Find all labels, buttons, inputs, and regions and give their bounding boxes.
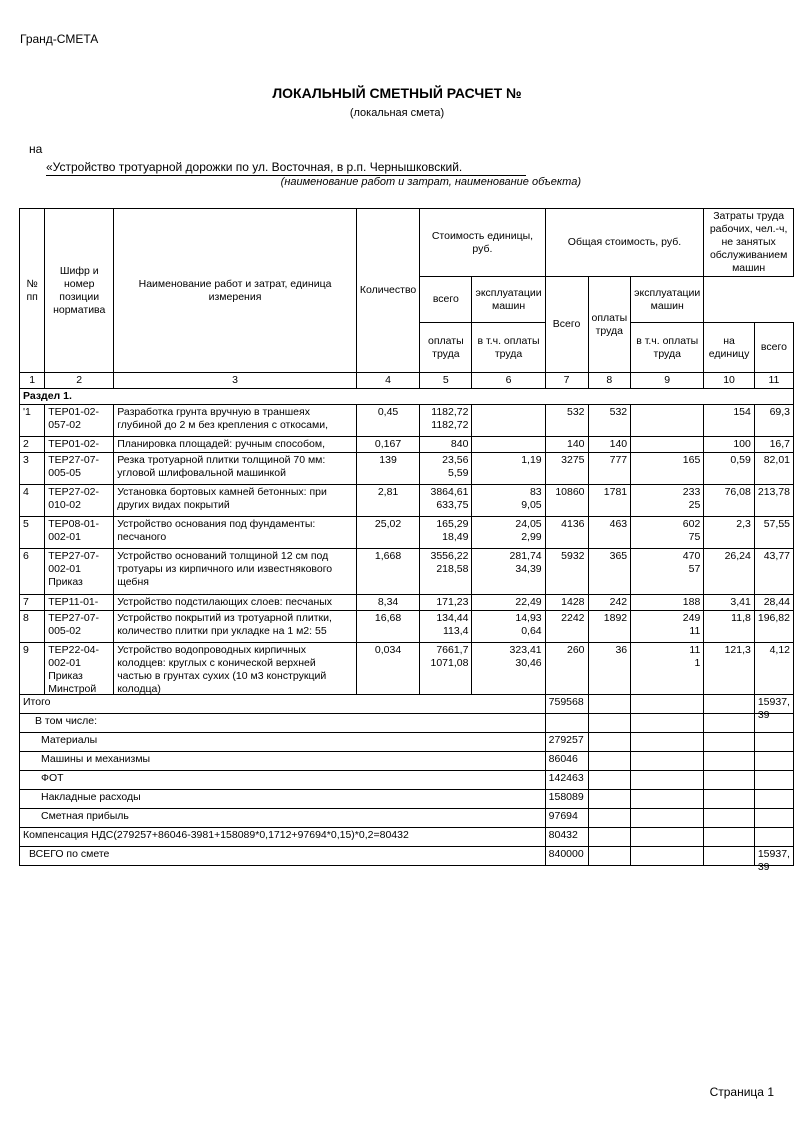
column-number: 4 bbox=[356, 373, 419, 389]
cell-name: Резка тротуарной плитки толщиной 70 мм: угловой шлифовальной машинкой bbox=[117, 454, 326, 479]
header-expl-2: эксплуатации машин bbox=[631, 277, 704, 323]
totals-label: Итого bbox=[20, 695, 546, 714]
cell-name: Устройство подстилающих слоев: песчаных bbox=[117, 596, 333, 608]
totals-label: В том числе: bbox=[20, 714, 546, 733]
cell-code: ТЕР27-02-010-02 bbox=[48, 486, 100, 511]
empty-cell bbox=[588, 809, 631, 828]
empty-cell bbox=[631, 695, 704, 714]
cell-c11: 43,77 bbox=[763, 550, 790, 562]
table-row bbox=[20, 595, 794, 611]
cell-no: 6 bbox=[23, 550, 29, 562]
totals-row bbox=[20, 790, 794, 809]
na-label: на bbox=[29, 142, 43, 156]
totals-value: 279257 bbox=[545, 733, 588, 752]
cell-name: Устройство водопроводных кирпичных колодцев: круглых с конической верхней частью в грунтах сухих (10 м3 конструкций колодца) bbox=[117, 644, 327, 695]
empty-cell bbox=[704, 828, 755, 847]
empty-cell bbox=[588, 714, 631, 733]
empty-cell bbox=[631, 714, 704, 733]
table-row bbox=[20, 405, 794, 437]
header-vsego-2: всего bbox=[754, 323, 793, 373]
totals-value: 97694 bbox=[545, 809, 588, 828]
cell-name: Устройство основания под фундаменты: песчаного bbox=[117, 518, 316, 543]
cell-c10: 26,24 bbox=[724, 550, 751, 562]
cell-c5: 3556,22 218,58 bbox=[430, 550, 469, 575]
header-expl: эксплуатации машин bbox=[472, 277, 545, 323]
column-number: 8 bbox=[588, 373, 631, 389]
empty-cell bbox=[631, 828, 704, 847]
cell-c10: 11,8 bbox=[731, 612, 751, 624]
empty-cell bbox=[631, 733, 704, 752]
table-row bbox=[20, 549, 794, 595]
empty-cell bbox=[704, 752, 755, 771]
cell-c10: 0,59 bbox=[730, 454, 751, 466]
page-number: Страница 1 bbox=[709, 1085, 774, 1099]
table-row bbox=[20, 611, 794, 643]
cell-c11: 16,7 bbox=[769, 438, 790, 450]
header-name: Наименование работ и затрат, единица измерения bbox=[114, 209, 357, 373]
cell-c9: 11 1 bbox=[689, 644, 701, 669]
cell-c8: 36 bbox=[615, 644, 628, 656]
cell-c10: 100 bbox=[733, 438, 751, 450]
cell-c8: 463 bbox=[609, 518, 628, 530]
cell-c11: 28,44 bbox=[763, 596, 790, 608]
empty-cell bbox=[704, 695, 755, 714]
table-row bbox=[20, 485, 794, 517]
totals-labor-value bbox=[758, 734, 790, 750]
cell-c9: 249 11 bbox=[682, 612, 701, 637]
cell-qty: 16,68 bbox=[374, 612, 402, 624]
totals-label: Компенсация НДС(279257+86046-3981+158089*0,1712+97694*0,15)*0,2=80432 bbox=[20, 828, 546, 847]
cell-no: 8 bbox=[23, 612, 29, 624]
cell-c5: 23,56 5,59 bbox=[442, 454, 469, 479]
cell-c7: 4136 bbox=[561, 518, 585, 530]
column-number: 3 bbox=[114, 373, 357, 389]
totals-row bbox=[20, 809, 794, 828]
totals-row bbox=[20, 771, 794, 790]
app-name: Гранд-СМЕТА bbox=[20, 32, 99, 46]
header-oplaty: оплаты труда bbox=[420, 323, 472, 373]
totals-label: Накладные расходы bbox=[20, 790, 546, 809]
empty-cell bbox=[631, 790, 704, 809]
totals-row bbox=[20, 752, 794, 771]
cell-code: ТЕР27-07-005-05 bbox=[48, 454, 100, 479]
empty-cell bbox=[631, 847, 704, 866]
cell-qty: 1,668 bbox=[374, 550, 402, 562]
cell-c7: 3275 bbox=[561, 454, 585, 466]
cell-no: 3 bbox=[23, 454, 29, 466]
cell-c11: 69,3 bbox=[769, 406, 790, 418]
column-number: 2 bbox=[45, 373, 114, 389]
cell-name: Устройство покрытий из тротуарной плитки, количество плитки при укладке на 1 м2: 55 bbox=[117, 612, 332, 637]
cell-qty: 2,81 bbox=[377, 486, 399, 498]
totals-label: Сметная прибыль bbox=[20, 809, 546, 828]
header-total-cost: Общая стоимость, руб. bbox=[545, 209, 704, 277]
cell-c5: 1182,72 1182,72 bbox=[431, 406, 469, 431]
cell-code: ТЕР11-01- bbox=[48, 596, 99, 608]
header-unit-cost: Стоимость единицы, руб. bbox=[420, 209, 545, 277]
cell-c6: 24,05 2,99 bbox=[515, 518, 542, 543]
cell-c7: 532 bbox=[566, 406, 585, 418]
totals-value: 142463 bbox=[545, 771, 588, 790]
totals-label: ВСЕГО по смете bbox=[20, 847, 546, 866]
column-number: 7 bbox=[545, 373, 588, 389]
empty-cell bbox=[588, 733, 631, 752]
cell-code: ТЕР01-02- bbox=[48, 438, 100, 450]
totals-row bbox=[20, 828, 794, 847]
cell-c11: 4,12 bbox=[769, 644, 790, 656]
cell-no: '1 bbox=[23, 406, 31, 418]
header-vtch: в т.ч. оплаты труда bbox=[472, 323, 545, 373]
totals-labor-value bbox=[758, 810, 790, 826]
totals-value: 759568 bbox=[545, 695, 588, 714]
cell-c5: 165,29 18,49 bbox=[436, 518, 469, 543]
cell-c6 bbox=[475, 406, 541, 435]
cell-c6: 22,49 bbox=[515, 596, 542, 608]
empty-cell bbox=[704, 847, 755, 866]
totals-label: Машины и механизмы bbox=[20, 752, 546, 771]
header-na-edinicu: на единицу bbox=[704, 323, 755, 373]
cell-c5: 7661,7 1071,08 bbox=[430, 644, 469, 669]
cell-qty: 8,34 bbox=[377, 596, 399, 608]
empty-cell bbox=[588, 771, 631, 790]
totals-value: 840000 bbox=[545, 847, 588, 866]
empty-cell bbox=[631, 752, 704, 771]
empty-cell bbox=[704, 809, 755, 828]
cell-c10: 154 bbox=[733, 406, 751, 418]
column-number: 5 bbox=[420, 373, 472, 389]
table-row bbox=[20, 453, 794, 485]
column-number: 10 bbox=[704, 373, 755, 389]
empty-cell bbox=[704, 771, 755, 790]
empty-cell bbox=[631, 771, 704, 790]
cell-c8: 1892 bbox=[603, 612, 628, 624]
table-row bbox=[20, 517, 794, 549]
cell-c8: 140 bbox=[609, 438, 628, 450]
cell-no: 4 bbox=[23, 486, 29, 498]
cell-c9 bbox=[634, 406, 700, 435]
cell-c6: 14,93 0,64 bbox=[515, 612, 542, 637]
cell-c6: 1,19 bbox=[521, 454, 542, 466]
header-code: Шифр и номер позиции норматива bbox=[45, 209, 114, 373]
totals-value: 80432 bbox=[545, 828, 588, 847]
document-subtitle: (локальная смета) bbox=[349, 107, 445, 119]
column-number: 11 bbox=[754, 373, 793, 389]
cell-code: ТЕР08-01-002-01 bbox=[48, 518, 100, 543]
table-row bbox=[20, 643, 794, 695]
cell-c8: 1781 bbox=[603, 486, 628, 498]
cell-qty: 139 bbox=[379, 454, 397, 466]
cell-name: Устройство оснований толщиной 12 см под тротуары из кирпичного или известнякового щебня bbox=[117, 550, 333, 588]
column-number: 9 bbox=[631, 373, 704, 389]
cell-c7: 140 bbox=[566, 438, 585, 450]
header-total-vsego: Всего bbox=[545, 277, 588, 373]
cell-c5: 171,23 bbox=[436, 596, 469, 608]
totals-label: Материалы bbox=[20, 733, 546, 752]
cell-c9: 165 bbox=[682, 454, 701, 466]
cell-code: ТЕР01-02-057-02 bbox=[48, 406, 100, 431]
cell-c7: 260 bbox=[566, 644, 585, 656]
cell-c6: 83 9,05 bbox=[521, 486, 542, 511]
cell-name: Разработка грунта вручную в траншеях глубиной до 2 м без крепления с откосами, bbox=[117, 406, 329, 431]
cell-c5: 134,44 113,4 bbox=[436, 612, 469, 637]
empty-cell bbox=[704, 790, 755, 809]
cell-name: Планировка площадей: ручным способом, bbox=[117, 438, 326, 450]
totals-value: 86046 bbox=[545, 752, 588, 771]
empty-cell bbox=[704, 733, 755, 752]
cell-code: ТЕР27-07-002-01 Приказ bbox=[48, 550, 100, 588]
cell-c6 bbox=[475, 438, 541, 451]
cell-c9: 188 bbox=[682, 596, 701, 608]
cell-c8: 532 bbox=[609, 406, 628, 418]
cell-c5: 840 bbox=[450, 438, 469, 450]
totals-labor-value bbox=[758, 829, 790, 845]
column-number: 6 bbox=[472, 373, 545, 389]
cell-c10: 2,3 bbox=[736, 518, 751, 530]
cell-no: 9 bbox=[23, 644, 29, 656]
cell-name: Установка бортовых камней бетонных: при других видах покрытий bbox=[117, 486, 327, 511]
section-title: Раздел 1. bbox=[20, 389, 794, 405]
cell-qty: 0,45 bbox=[377, 406, 399, 418]
document-title: ЛОКАЛЬНЫЙ СМЕТНЫЙ РАСЧЕТ № bbox=[272, 85, 522, 101]
cell-c11: 57,55 bbox=[763, 518, 790, 530]
cell-c7: 10860 bbox=[555, 486, 585, 498]
cell-c7: 5932 bbox=[561, 550, 585, 562]
cell-code: ТЕР27-07-005-02 bbox=[48, 612, 100, 637]
totals-value bbox=[545, 714, 588, 733]
header-labor: Затраты труда рабочих, чел.-ч, не занятых обслуживанием машин bbox=[704, 209, 794, 277]
cell-no: 7 bbox=[23, 596, 29, 608]
object-caption: (наименование работ и затрат, наименование объекта) bbox=[280, 176, 581, 188]
totals-labor-value bbox=[758, 791, 790, 807]
totals-labor-value bbox=[758, 753, 790, 769]
totals-labor-value: 15937,39 bbox=[757, 848, 790, 873]
totals-row bbox=[20, 695, 794, 714]
cell-no: 5 bbox=[23, 518, 29, 530]
cell-qty: 25,02 bbox=[374, 518, 402, 530]
cell-qty: 0,034 bbox=[374, 644, 402, 656]
empty-cell bbox=[588, 847, 631, 866]
totals-label: ФОТ bbox=[20, 771, 546, 790]
cell-c9: 233 25 bbox=[682, 486, 701, 511]
cell-c9: 470 57 bbox=[682, 550, 701, 575]
empty-cell bbox=[588, 695, 631, 714]
cell-c5: 3864,61 633,75 bbox=[430, 486, 469, 511]
header-qty: Количество bbox=[356, 209, 419, 373]
cell-c7: 1428 bbox=[561, 596, 585, 608]
totals-row bbox=[20, 733, 794, 752]
cell-c10: 3,41 bbox=[730, 596, 751, 608]
object-name: «Устройство тротуарной дорожки по ул. Восточная, в р.п. Чернышковский. bbox=[46, 160, 526, 176]
empty-cell bbox=[704, 714, 755, 733]
totals-labor-value: 15937,39 bbox=[757, 696, 790, 721]
cell-c11: 82,01 bbox=[763, 454, 790, 466]
estimate-table bbox=[19, 208, 794, 873]
empty-cell bbox=[631, 809, 704, 828]
totals-value: 158089 bbox=[545, 790, 588, 809]
table-row bbox=[20, 437, 794, 453]
cell-qty: 0,167 bbox=[374, 438, 402, 450]
cell-c6: 323,41 30,46 bbox=[509, 644, 542, 669]
totals-row bbox=[20, 847, 794, 866]
header-vtch-2: в т.ч. оплаты труда bbox=[631, 323, 704, 373]
cell-c8: 365 bbox=[609, 550, 628, 562]
header-oplaty-truda: оплаты труда bbox=[588, 277, 631, 373]
totals-labor-value bbox=[758, 772, 790, 788]
cell-c11: 196,82 bbox=[757, 612, 790, 624]
cell-c11: 213,78 bbox=[757, 486, 790, 498]
cell-c10: 121,3 bbox=[724, 644, 751, 656]
cell-c6: 281,74 34,39 bbox=[509, 550, 542, 575]
cell-c10: 76,08 bbox=[724, 486, 751, 498]
header-no: № пп bbox=[20, 209, 45, 373]
cell-c9: 602 75 bbox=[682, 518, 701, 543]
header-vsego: всего bbox=[420, 277, 472, 323]
empty-cell bbox=[588, 828, 631, 847]
cell-c7: 2242 bbox=[561, 612, 585, 624]
cell-c8: 777 bbox=[609, 454, 628, 466]
totals-row bbox=[20, 714, 794, 733]
cell-no: 2 bbox=[23, 438, 29, 450]
empty-cell bbox=[588, 752, 631, 771]
cell-c8: 242 bbox=[609, 596, 628, 608]
cell-code: ТЕР22-04-002-01 Приказ Минстрой bbox=[48, 644, 100, 695]
cell-c9 bbox=[634, 438, 700, 451]
empty-cell bbox=[588, 790, 631, 809]
column-number: 1 bbox=[20, 373, 45, 389]
